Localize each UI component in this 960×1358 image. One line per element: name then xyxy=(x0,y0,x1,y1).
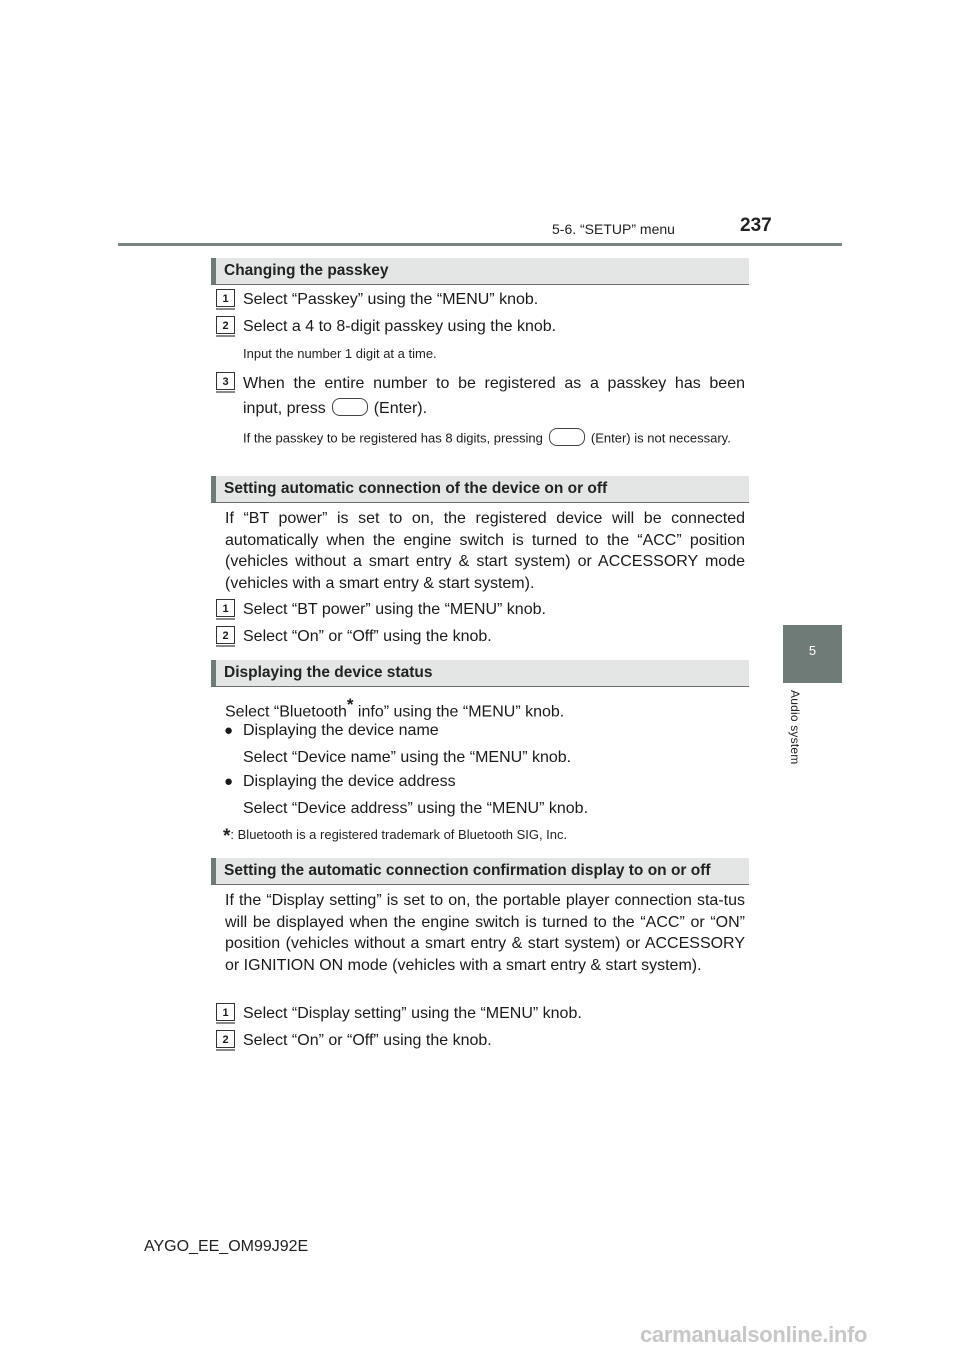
section-heading-passkey xyxy=(211,258,749,285)
section-title: Setting automatic connection of the device on or off xyxy=(224,480,608,497)
step-note xyxy=(243,430,745,448)
intro-pre: Select “Bluetooth xyxy=(225,703,347,721)
step-number: 2 xyxy=(216,316,235,334)
bullet-label: Displaying the device address xyxy=(243,773,456,790)
note-text-post: (Enter) is not necessary. xyxy=(590,430,731,446)
step-text: Select “On” or “Off” using the knob. xyxy=(243,628,492,645)
step-text: When the entire number to be registered as a passkey has been xyxy=(243,375,745,392)
bullet-icon: ● xyxy=(224,773,234,790)
watermark-text: carmanualsonline.info xyxy=(640,1322,868,1347)
enter-button-icon xyxy=(549,428,585,446)
step-text: Select “Display setting” using the “MENU” knob. xyxy=(243,1005,582,1022)
bullet-text: Select “Device address” using the “MENU” knob. xyxy=(243,800,589,817)
chapter-number: 5 xyxy=(808,643,817,658)
step-text: Select “BT power” using the “MENU” knob. xyxy=(243,601,546,618)
step-number: 1 xyxy=(216,599,235,617)
document-code: AYGO_EE_OM99J92E xyxy=(144,1238,309,1255)
step-text-continued xyxy=(243,399,427,419)
step-text: Select a 4 to 8-digit passkey using the knob. xyxy=(243,318,557,335)
section-intro: If the “Display setting” is set to on, the portable player connection sta-tus will be displayed when the engine switch is turned to the “ACC” or “ON” position (vehicles without a smart entry & start system) or ACCESSORY or IGNITION ON mode (vehicles with a smart entry & start system). xyxy=(225,892,745,974)
section-heading-confirm-display xyxy=(211,858,749,885)
step-number: 1 xyxy=(216,1003,235,1021)
footnote xyxy=(223,826,567,845)
section-heading-auto-connection xyxy=(211,476,749,503)
chapter-title: Audio system xyxy=(788,690,802,765)
note-text-pre: If the passkey to be registered has 8 digits, pressing xyxy=(243,430,543,446)
step-text: Select “On” or “Off” using the knob. xyxy=(243,1032,492,1049)
step-number: 1 xyxy=(216,289,235,307)
section-intro xyxy=(225,695,564,722)
section-title: Displaying the device status xyxy=(224,664,433,681)
bullet-label: Displaying the device name xyxy=(243,722,439,739)
step-note: Input the number 1 digit at a time. xyxy=(243,346,437,361)
footnote-marker: * xyxy=(346,695,354,714)
bullet-icon: ● xyxy=(224,722,234,739)
header-section-title: 5-6. “SETUP” menu xyxy=(552,221,675,237)
bullet-text: Select “Device name” using the “MENU” knob. xyxy=(243,749,572,766)
step-number: 2 xyxy=(216,626,235,644)
section-title: Changing the passkey xyxy=(224,262,389,279)
enter-button-icon xyxy=(332,398,368,416)
step-text-post: (Enter). xyxy=(373,400,428,417)
page-number: 237 xyxy=(740,215,772,236)
header-divider xyxy=(118,243,842,246)
section-title: Setting the automatic connection confirmation display to on or off xyxy=(224,862,711,879)
section-intro: If “BT power” is set to on, the registered device will be connected automatically when the engine switch is turned to the “ACC” position (vehicles without a smart entry & start system) or ACCESSORY mode (vehicles with a smart entry & start system). xyxy=(225,510,745,592)
footnote-marker: * xyxy=(223,826,231,847)
footnote-text: : Bluetooth is a registered trademark of Bluetooth SIG, Inc. xyxy=(230,827,568,842)
section-heading-device-status xyxy=(211,660,749,687)
step-number: 3 xyxy=(216,372,235,390)
intro-post: info” using the “MENU” knob. xyxy=(353,703,565,721)
step-text-pre: input, press xyxy=(243,400,326,417)
step-text: Select “Passkey” using the “MENU” knob. xyxy=(243,291,539,308)
step-number: 2 xyxy=(216,1030,235,1048)
